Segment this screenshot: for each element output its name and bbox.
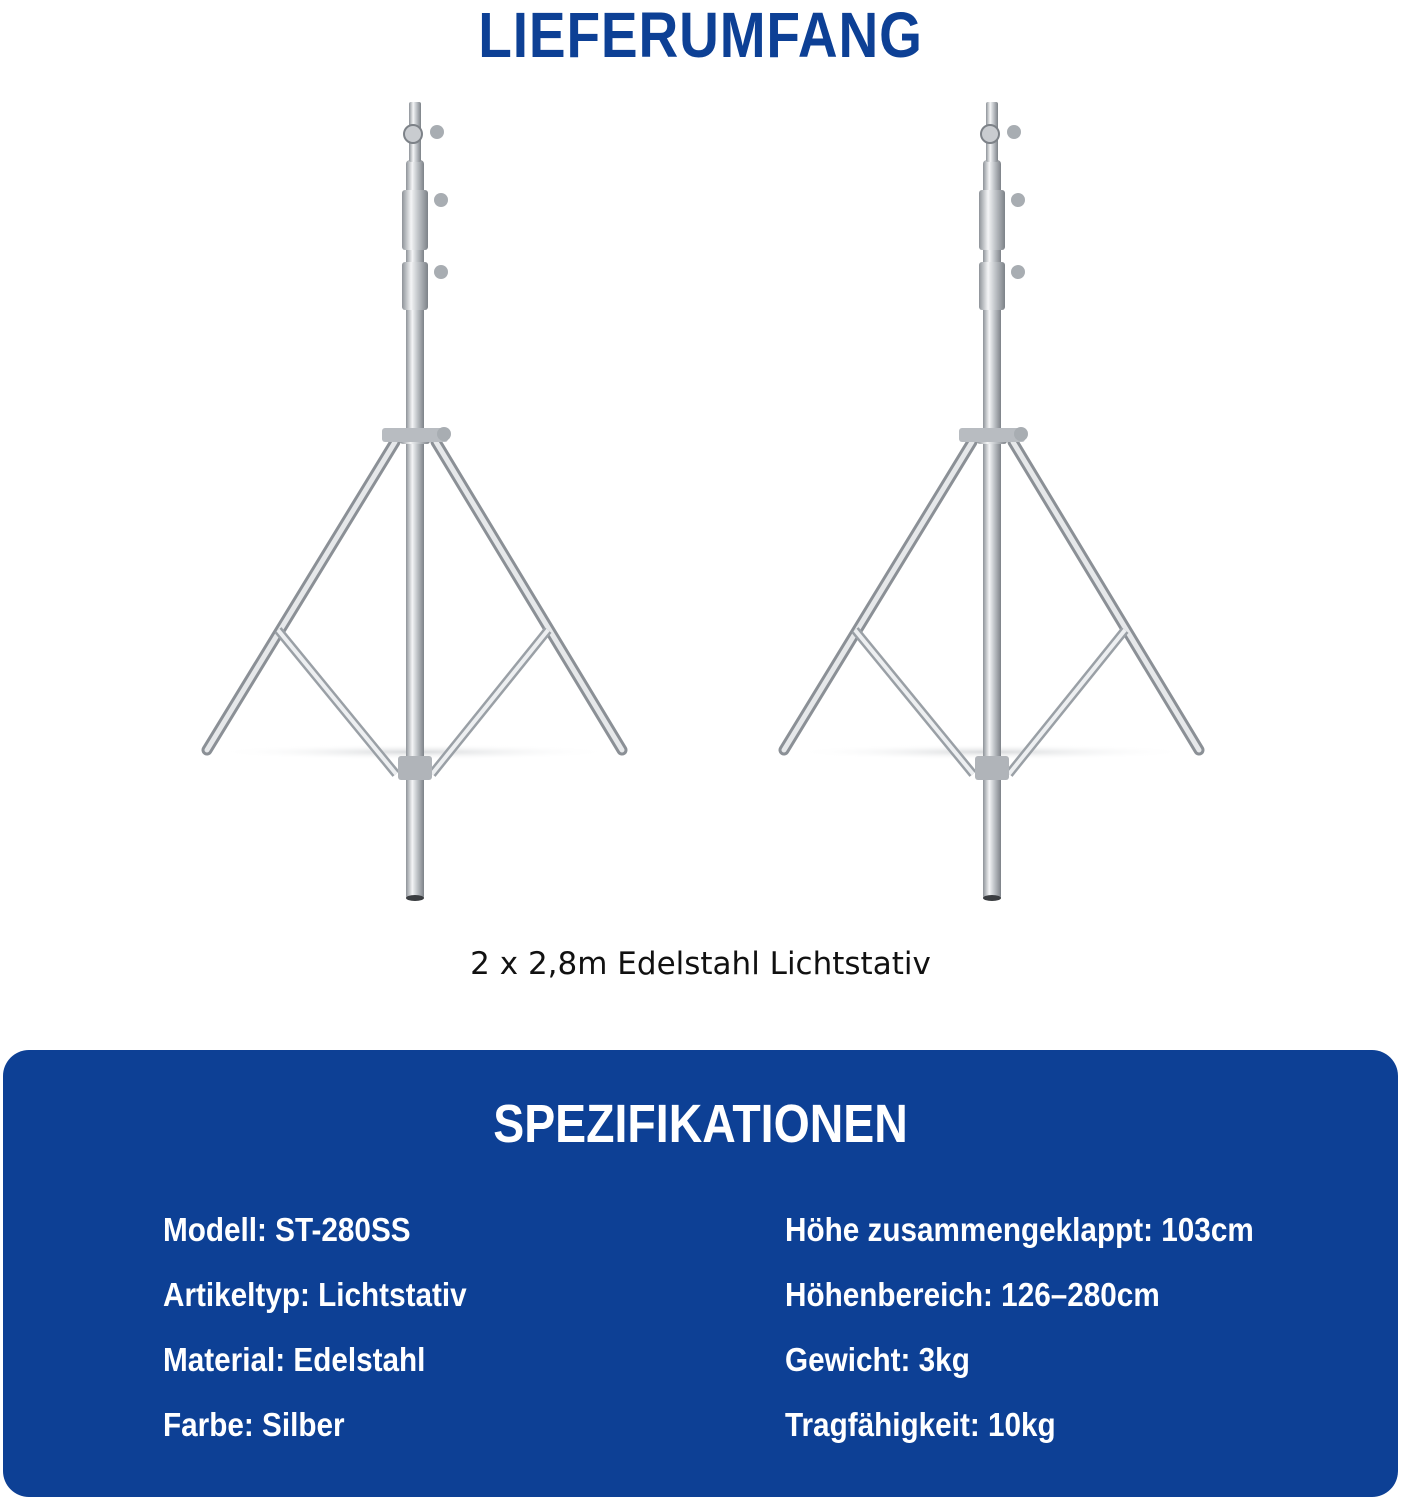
spec-material: Material: Edelstahl [163,1341,426,1378]
spec-item-type: Artikeltyp: Lichtstativ [163,1276,467,1313]
specifications-title: SPEZIFIKATIONEN [493,1094,908,1154]
spec-height-range: Höhenbereich: 126–280cm [785,1276,1160,1313]
spec-folded-height: Höhe zusammengeklappt: 103cm [785,1211,1254,1248]
spec-list-right [785,1208,1306,1468]
spec-weight: Gewicht: 3kg [785,1341,970,1378]
specifications-panel [3,1050,1398,1497]
product-image-area [0,90,1401,920]
spec-list-left [163,1208,500,1468]
light-stand-image [784,102,1199,901]
product-caption: 2 x 2,8m Edelstahl Lichtstativ [470,946,931,982]
spec-model: Modell: ST-280SS [163,1211,411,1248]
spec-load-capacity: Tragfähigkeit: 10kg [785,1406,1056,1443]
light-stand-image [207,102,622,901]
page-title: LIEFERUMFANG [478,0,923,71]
spec-color: Farbe: Silber [163,1406,345,1443]
